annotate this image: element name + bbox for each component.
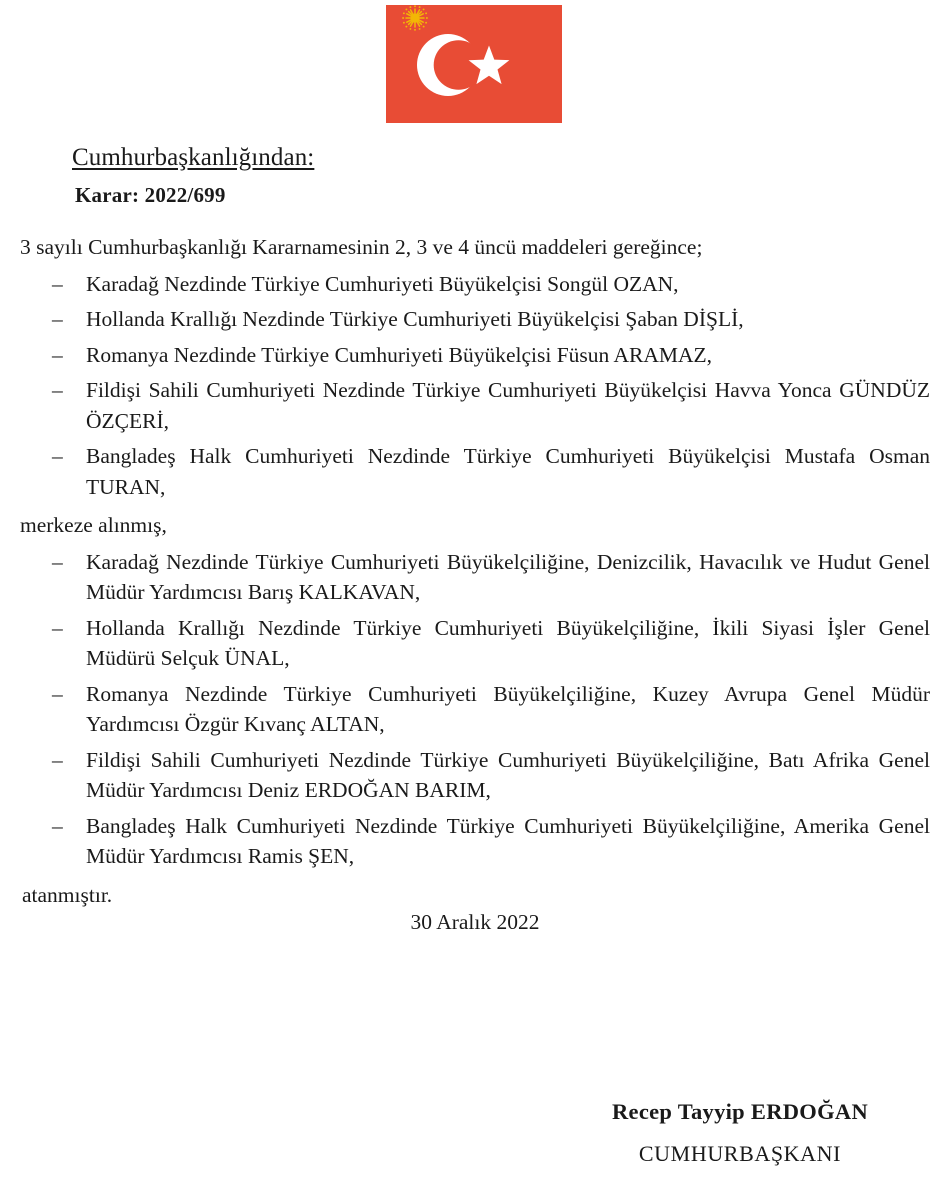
dash-icon: – — [52, 271, 63, 296]
list-item — [20, 613, 930, 674]
list-item-text: Bangladeş Halk Cumhuriyeti Nezdinde Türkiye Cumhuriyeti Büyükelçiliğine, Amerika Genel Müdür Yardımcısı Ramis ŞEN, — [86, 813, 930, 869]
list-item — [20, 375, 930, 436]
dash-icon: – — [52, 378, 63, 403]
dash-icon: – — [52, 307, 63, 332]
list-item-text: Bangladeş Halk Cumhuriyeti Nezdinde Türkiye Cumhuriyeti Büyükelçisi Mustafa Osman TURAN, — [86, 444, 930, 499]
dash-icon: – — [52, 813, 63, 838]
decision-number: Karar: 2022/699 — [75, 183, 226, 207]
list-item-text: Romanya Nezdinde Türkiye Cumhuriyeti Büyükelçisi Füsun ARAMAZ, — [86, 342, 713, 367]
list-item-text: Romanya Nezdinde Türkiye Cumhuriyeti Büyükelçiliğine, Kuzey Avrupa Genel Müdür Yardımcısı Özgür Kıvanç ALTAN, — [86, 681, 930, 737]
document-header — [72, 143, 672, 208]
list-item-text: Hollanda Krallığı Nezdinde Türkiye Cumhuriyeti Büyükelçisi Şaban DİŞLİ, — [86, 307, 744, 332]
list-item-text: Karadağ Nezdinde Türkiye Cumhuriyeti Büyükelçiliğine, Denizcilik, Havacılık ve Hudut Genel Müdür Yardımcısı Barış KALKAVAN, — [86, 549, 930, 605]
intro-paragraph: 3 sayılı Cumhurbaşkanlığı Kararnamesinin 2, 3 ve 4 üncü maddeleri gereğince; — [20, 235, 703, 259]
dash-icon: – — [52, 342, 63, 367]
list-item — [20, 679, 930, 740]
appointed-list — [20, 547, 930, 872]
document-date: 30 Aralık 2022 — [410, 910, 540, 934]
closing-paragraph: atanmıştır. — [22, 882, 113, 907]
issuer-line: Cumhurbaşkanlığından: — [72, 144, 315, 171]
dash-icon: – — [52, 615, 63, 640]
signatory-name: Recep Tayyip ERDOĞAN — [611, 1099, 869, 1124]
list-item-text: Hollanda Krallığı Nezdinde Türkiye Cumhuriyeti Büyükelçiliğine, İkili Siyasi İşler Genel Müdürü Selçuk ÜNAL, — [86, 615, 930, 671]
document-body — [20, 232, 930, 910]
list-item — [20, 269, 930, 300]
dash-icon: – — [52, 681, 63, 706]
turkish-flag-svg — [386, 5, 562, 123]
list-item — [20, 811, 930, 872]
list-item-text: Fildişi Sahili Cumhuriyeti Nezdinde Türkiye Cumhuriyeti Büyükelçisi Havva Yonca GÜNDÜZ ÖZÇERİ, — [86, 378, 930, 433]
list-item — [20, 441, 930, 502]
recalled-list — [20, 269, 930, 503]
list-item — [20, 547, 930, 608]
list-item — [20, 304, 930, 335]
sunburst-emblem — [402, 5, 428, 30]
connector-paragraph: merkeze alınmış, — [20, 513, 167, 538]
list-item — [20, 340, 930, 371]
dash-icon: – — [52, 747, 63, 772]
list-item — [20, 745, 930, 806]
list-item-text: Fildişi Sahili Cumhuriyeti Nezdinde Türkiye Cumhuriyeti Büyükelçiliğine, Batı Afrika Genel Müdür Yardımcısı Deniz ERDOĞAN BARIM, — [86, 747, 930, 803]
dash-icon: – — [52, 444, 63, 469]
signatory-title: CUMHURBAŞKANI — [638, 1141, 842, 1166]
turkish-flag — [386, 5, 562, 123]
dash-icon: – — [52, 549, 63, 574]
list-item-text: Karadağ Nezdinde Türkiye Cumhuriyeti Büyükelçisi Songül OZAN, — [86, 271, 679, 296]
signature-block — [530, 1098, 950, 1167]
